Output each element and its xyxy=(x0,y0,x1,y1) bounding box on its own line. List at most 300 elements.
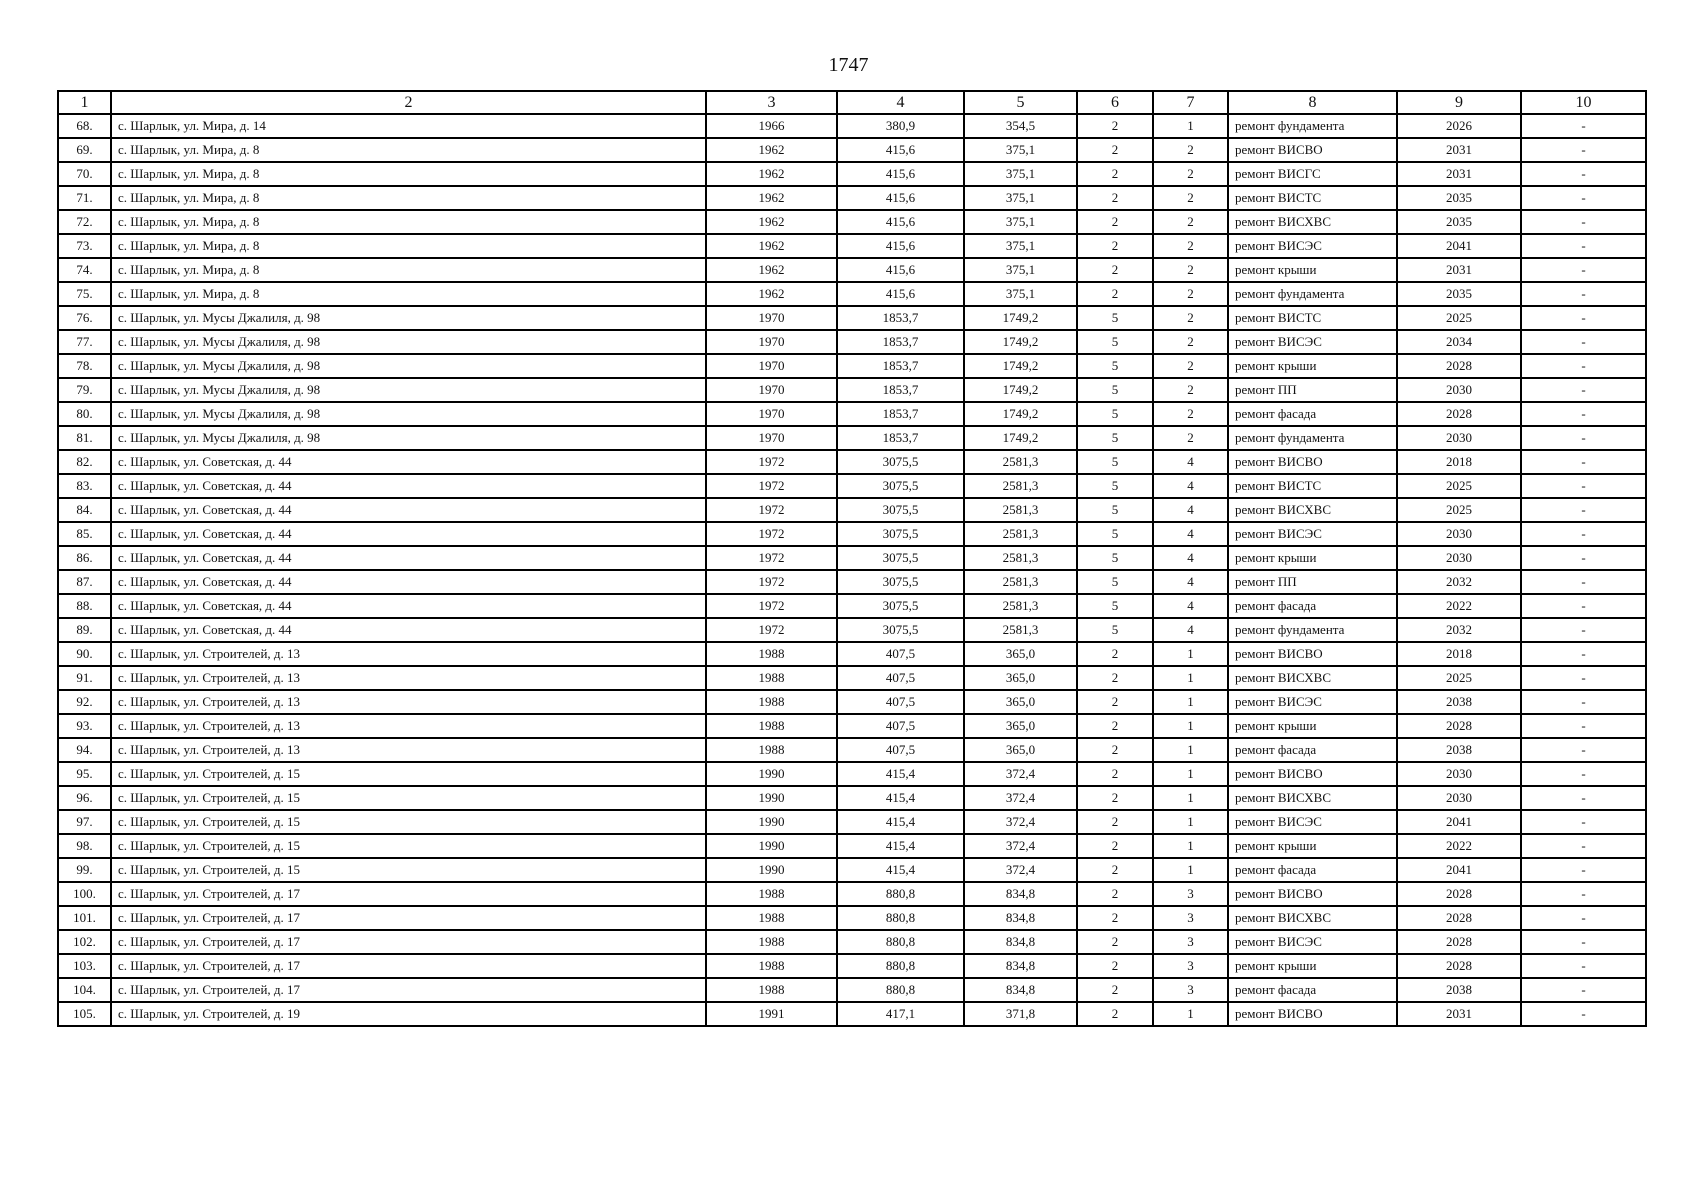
table-row xyxy=(58,450,1646,474)
cell-year: 1988 xyxy=(706,978,837,1002)
cell-repair-type: ремонт ВИСЭС xyxy=(1228,690,1397,714)
cell-repair-type: ремонт крыши xyxy=(1228,258,1397,282)
cell-living-area: 2581,3 xyxy=(964,594,1077,618)
cell-planned-year: 2038 xyxy=(1397,738,1521,762)
table-row xyxy=(58,1002,1646,1026)
cell-repair-type: ремонт фундамента xyxy=(1228,114,1397,138)
cell-total-area: 407,5 xyxy=(837,690,964,714)
cell-planned-year: 2018 xyxy=(1397,642,1521,666)
column-header-repair-type: 8 xyxy=(1228,91,1397,114)
cell-planned-year: 2035 xyxy=(1397,186,1521,210)
table-row xyxy=(58,690,1646,714)
cell-year: 1988 xyxy=(706,930,837,954)
cell-repair-type: ремонт ВИСХВС xyxy=(1228,786,1397,810)
cell-planned-year: 2030 xyxy=(1397,762,1521,786)
cell-note: - xyxy=(1521,426,1646,450)
table-row xyxy=(58,858,1646,882)
cell-living-area: 365,0 xyxy=(964,738,1077,762)
cell-total-area: 880,8 xyxy=(837,954,964,978)
cell-address: с. Шарлык, ул. Мусы Джалиля, д. 98 xyxy=(111,378,706,402)
cell-floors: 2 xyxy=(1077,930,1153,954)
table-row xyxy=(58,354,1646,378)
cell-year: 1962 xyxy=(706,258,837,282)
cell-entrances: 4 xyxy=(1153,570,1228,594)
cell-repair-type: ремонт ВИСВО xyxy=(1228,138,1397,162)
cell-total-area: 415,4 xyxy=(837,762,964,786)
cell-living-area: 375,1 xyxy=(964,186,1077,210)
cell-repair-type: ремонт ВИСВО xyxy=(1228,642,1397,666)
cell-living-area: 1749,2 xyxy=(964,330,1077,354)
cell-entrances: 4 xyxy=(1153,522,1228,546)
cell-note: - xyxy=(1521,138,1646,162)
cell-address: с. Шарлык, ул. Мира, д. 8 xyxy=(111,282,706,306)
table-row xyxy=(58,666,1646,690)
cell-row-number: 96. xyxy=(58,786,111,810)
cell-total-area: 1853,7 xyxy=(837,306,964,330)
cell-floors: 2 xyxy=(1077,954,1153,978)
cell-year: 1972 xyxy=(706,618,837,642)
cell-entrances: 1 xyxy=(1153,714,1228,738)
cell-note: - xyxy=(1521,474,1646,498)
table-row xyxy=(58,618,1646,642)
cell-living-area: 372,4 xyxy=(964,810,1077,834)
cell-row-number: 101. xyxy=(58,906,111,930)
cell-row-number: 78. xyxy=(58,354,111,378)
cell-living-area: 1749,2 xyxy=(964,354,1077,378)
cell-floors: 5 xyxy=(1077,618,1153,642)
cell-note: - xyxy=(1521,258,1646,282)
cell-repair-type: ремонт ПП xyxy=(1228,570,1397,594)
cell-row-number: 79. xyxy=(58,378,111,402)
column-header-row-number: 1 xyxy=(58,91,111,114)
cell-total-area: 3075,5 xyxy=(837,450,964,474)
cell-planned-year: 2038 xyxy=(1397,690,1521,714)
cell-note: - xyxy=(1521,954,1646,978)
cell-year: 1972 xyxy=(706,522,837,546)
cell-entrances: 3 xyxy=(1153,978,1228,1002)
cell-repair-type: ремонт крыши xyxy=(1228,954,1397,978)
cell-row-number: 70. xyxy=(58,162,111,186)
cell-note: - xyxy=(1521,498,1646,522)
cell-address: с. Шарлык, ул. Советская, д. 44 xyxy=(111,546,706,570)
cell-total-area: 880,8 xyxy=(837,930,964,954)
cell-row-number: 100. xyxy=(58,882,111,906)
cell-total-area: 407,5 xyxy=(837,642,964,666)
cell-year: 1972 xyxy=(706,594,837,618)
cell-address: с. Шарлык, ул. Строителей, д. 15 xyxy=(111,786,706,810)
cell-year: 1990 xyxy=(706,786,837,810)
cell-year: 1988 xyxy=(706,882,837,906)
table-row xyxy=(58,498,1646,522)
cell-entrances: 2 xyxy=(1153,138,1228,162)
cell-year: 1991 xyxy=(706,1002,837,1026)
column-header-floors: 6 xyxy=(1077,91,1153,114)
cell-note: - xyxy=(1521,690,1646,714)
cell-address: с. Шарлык, ул. Советская, д. 44 xyxy=(111,498,706,522)
cell-note: - xyxy=(1521,570,1646,594)
cell-entrances: 2 xyxy=(1153,426,1228,450)
table-row xyxy=(58,138,1646,162)
cell-repair-type: ремонт ВИСХВС xyxy=(1228,666,1397,690)
cell-entrances: 1 xyxy=(1153,114,1228,138)
cell-row-number: 81. xyxy=(58,426,111,450)
cell-note: - xyxy=(1521,522,1646,546)
cell-living-area: 2581,3 xyxy=(964,474,1077,498)
cell-address: с. Шарлык, ул. Советская, д. 44 xyxy=(111,522,706,546)
cell-total-area: 1853,7 xyxy=(837,330,964,354)
table-row xyxy=(58,810,1646,834)
cell-living-area: 375,1 xyxy=(964,258,1077,282)
cell-year: 1972 xyxy=(706,450,837,474)
cell-floors: 2 xyxy=(1077,282,1153,306)
cell-note: - xyxy=(1521,354,1646,378)
cell-row-number: 86. xyxy=(58,546,111,570)
cell-row-number: 103. xyxy=(58,954,111,978)
cell-total-area: 415,6 xyxy=(837,234,964,258)
cell-entrances: 4 xyxy=(1153,618,1228,642)
cell-floors: 2 xyxy=(1077,114,1153,138)
cell-total-area: 3075,5 xyxy=(837,618,964,642)
table-row xyxy=(58,210,1646,234)
cell-address: с. Шарлык, ул. Строителей, д. 13 xyxy=(111,690,706,714)
cell-note: - xyxy=(1521,546,1646,570)
cell-row-number: 89. xyxy=(58,618,111,642)
cell-floors: 2 xyxy=(1077,762,1153,786)
cell-living-area: 834,8 xyxy=(964,930,1077,954)
cell-total-area: 3075,5 xyxy=(837,546,964,570)
cell-entrances: 3 xyxy=(1153,906,1228,930)
cell-planned-year: 2030 xyxy=(1397,426,1521,450)
cell-total-area: 415,4 xyxy=(837,834,964,858)
cell-total-area: 415,4 xyxy=(837,786,964,810)
cell-floors: 2 xyxy=(1077,738,1153,762)
cell-address: с. Шарлык, ул. Мусы Джалиля, д. 98 xyxy=(111,306,706,330)
cell-note: - xyxy=(1521,882,1646,906)
table-row xyxy=(58,114,1646,138)
cell-repair-type: ремонт ВИСЭС xyxy=(1228,810,1397,834)
cell-repair-type: ремонт ПП xyxy=(1228,378,1397,402)
cell-address: с. Шарлык, ул. Строителей, д. 17 xyxy=(111,882,706,906)
cell-floors: 2 xyxy=(1077,714,1153,738)
cell-address: с. Шарлык, ул. Строителей, д. 13 xyxy=(111,642,706,666)
table-row xyxy=(58,834,1646,858)
cell-repair-type: ремонт фасада xyxy=(1228,858,1397,882)
cell-row-number: 71. xyxy=(58,186,111,210)
cell-year: 1988 xyxy=(706,954,837,978)
cell-living-area: 1749,2 xyxy=(964,426,1077,450)
table-row xyxy=(58,978,1646,1002)
table-row xyxy=(58,186,1646,210)
table-row xyxy=(58,882,1646,906)
cell-row-number: 75. xyxy=(58,282,111,306)
cell-entrances: 1 xyxy=(1153,642,1228,666)
cell-entrances: 2 xyxy=(1153,282,1228,306)
cell-total-area: 1853,7 xyxy=(837,378,964,402)
cell-repair-type: ремонт фасада xyxy=(1228,402,1397,426)
cell-note: - xyxy=(1521,762,1646,786)
table-row xyxy=(58,570,1646,594)
cell-total-area: 415,6 xyxy=(837,210,964,234)
cell-planned-year: 2025 xyxy=(1397,666,1521,690)
cell-floors: 5 xyxy=(1077,522,1153,546)
cell-floors: 2 xyxy=(1077,234,1153,258)
cell-planned-year: 2041 xyxy=(1397,810,1521,834)
cell-planned-year: 2031 xyxy=(1397,138,1521,162)
cell-row-number: 80. xyxy=(58,402,111,426)
cell-floors: 2 xyxy=(1077,690,1153,714)
table-row xyxy=(58,258,1646,282)
cell-address: с. Шарлык, ул. Мира, д. 8 xyxy=(111,138,706,162)
cell-repair-type: ремонт ВИСВО xyxy=(1228,450,1397,474)
cell-planned-year: 2028 xyxy=(1397,402,1521,426)
table-row xyxy=(58,330,1646,354)
cell-total-area: 380,9 xyxy=(837,114,964,138)
cell-planned-year: 2038 xyxy=(1397,978,1521,1002)
cell-planned-year: 2022 xyxy=(1397,834,1521,858)
cell-note: - xyxy=(1521,858,1646,882)
cell-address: с. Шарлык, ул. Мусы Джалиля, д. 98 xyxy=(111,402,706,426)
cell-address: с. Шарлык, ул. Мира, д. 8 xyxy=(111,258,706,282)
cell-living-area: 1749,2 xyxy=(964,306,1077,330)
cell-planned-year: 2041 xyxy=(1397,858,1521,882)
cell-address: с. Шарлык, ул. Мусы Джалиля, д. 98 xyxy=(111,330,706,354)
cell-repair-type: ремонт ВИСВО xyxy=(1228,762,1397,786)
cell-repair-type: ремонт ВИСХВС xyxy=(1228,498,1397,522)
table-row xyxy=(58,642,1646,666)
cell-entrances: 4 xyxy=(1153,474,1228,498)
cell-row-number: 94. xyxy=(58,738,111,762)
table-body xyxy=(58,114,1646,1026)
cell-floors: 5 xyxy=(1077,450,1153,474)
table-row xyxy=(58,474,1646,498)
cell-note: - xyxy=(1521,618,1646,642)
table-row xyxy=(58,402,1646,426)
cell-note: - xyxy=(1521,282,1646,306)
table-row xyxy=(58,306,1646,330)
cell-living-area: 834,8 xyxy=(964,882,1077,906)
cell-entrances: 2 xyxy=(1153,330,1228,354)
cell-row-number: 85. xyxy=(58,522,111,546)
cell-note: - xyxy=(1521,306,1646,330)
cell-planned-year: 2034 xyxy=(1397,330,1521,354)
cell-address: с. Шарлык, ул. Мира, д. 8 xyxy=(111,162,706,186)
cell-year: 1972 xyxy=(706,570,837,594)
cell-note: - xyxy=(1521,834,1646,858)
cell-note: - xyxy=(1521,714,1646,738)
cell-floors: 2 xyxy=(1077,666,1153,690)
cell-entrances: 4 xyxy=(1153,594,1228,618)
cell-address: с. Шарлык, ул. Советская, д. 44 xyxy=(111,474,706,498)
cell-year: 1962 xyxy=(706,234,837,258)
cell-row-number: 68. xyxy=(58,114,111,138)
cell-total-area: 407,5 xyxy=(837,714,964,738)
cell-floors: 2 xyxy=(1077,810,1153,834)
cell-planned-year: 2032 xyxy=(1397,618,1521,642)
cell-row-number: 90. xyxy=(58,642,111,666)
cell-row-number: 98. xyxy=(58,834,111,858)
cell-living-area: 365,0 xyxy=(964,666,1077,690)
cell-planned-year: 2028 xyxy=(1397,930,1521,954)
cell-floors: 2 xyxy=(1077,162,1153,186)
cell-row-number: 91. xyxy=(58,666,111,690)
cell-total-area: 407,5 xyxy=(837,666,964,690)
cell-living-area: 372,4 xyxy=(964,834,1077,858)
cell-note: - xyxy=(1521,330,1646,354)
cell-year: 1962 xyxy=(706,282,837,306)
table-row xyxy=(58,594,1646,618)
cell-entrances: 2 xyxy=(1153,210,1228,234)
cell-floors: 2 xyxy=(1077,786,1153,810)
table-row xyxy=(58,762,1646,786)
cell-row-number: 69. xyxy=(58,138,111,162)
table-row xyxy=(58,738,1646,762)
cell-floors: 2 xyxy=(1077,186,1153,210)
cell-living-area: 371,8 xyxy=(964,1002,1077,1026)
cell-entrances: 2 xyxy=(1153,258,1228,282)
cell-living-area: 2581,3 xyxy=(964,450,1077,474)
cell-living-area: 2581,3 xyxy=(964,498,1077,522)
cell-address: с. Шарлык, ул. Строителей, д. 13 xyxy=(111,666,706,690)
table-row xyxy=(58,930,1646,954)
cell-living-area: 375,1 xyxy=(964,162,1077,186)
cell-living-area: 2581,3 xyxy=(964,618,1077,642)
cell-address: с. Шарлык, ул. Советская, д. 44 xyxy=(111,450,706,474)
cell-floors: 5 xyxy=(1077,546,1153,570)
cell-year: 1990 xyxy=(706,834,837,858)
cell-address: с. Шарлык, ул. Строителей, д. 17 xyxy=(111,978,706,1002)
cell-total-area: 415,4 xyxy=(837,858,964,882)
cell-planned-year: 2031 xyxy=(1397,1002,1521,1026)
cell-note: - xyxy=(1521,186,1646,210)
cell-year: 1970 xyxy=(706,306,837,330)
cell-year: 1988 xyxy=(706,714,837,738)
cell-total-area: 3075,5 xyxy=(837,570,964,594)
cell-planned-year: 2028 xyxy=(1397,354,1521,378)
column-header-planned-year: 9 xyxy=(1397,91,1521,114)
column-header-address: 2 xyxy=(111,91,706,114)
cell-planned-year: 2030 xyxy=(1397,378,1521,402)
cell-entrances: 2 xyxy=(1153,354,1228,378)
cell-repair-type: ремонт крыши xyxy=(1228,834,1397,858)
cell-note: - xyxy=(1521,378,1646,402)
cell-planned-year: 2028 xyxy=(1397,882,1521,906)
column-header-year: 3 xyxy=(706,91,837,114)
cell-repair-type: ремонт фундамента xyxy=(1228,282,1397,306)
cell-planned-year: 2030 xyxy=(1397,522,1521,546)
cell-address: с. Шарлык, ул. Мира, д. 8 xyxy=(111,234,706,258)
cell-row-number: 84. xyxy=(58,498,111,522)
repair-schedule-table xyxy=(57,90,1647,1027)
cell-repair-type: ремонт ВИСВО xyxy=(1228,882,1397,906)
cell-note: - xyxy=(1521,666,1646,690)
cell-floors: 2 xyxy=(1077,138,1153,162)
cell-repair-type: ремонт ВИСХВС xyxy=(1228,906,1397,930)
cell-address: с. Шарлык, ул. Советская, д. 44 xyxy=(111,594,706,618)
cell-living-area: 375,1 xyxy=(964,234,1077,258)
cell-entrances: 1 xyxy=(1153,858,1228,882)
cell-repair-type: ремонт крыши xyxy=(1228,714,1397,738)
cell-note: - xyxy=(1521,162,1646,186)
cell-repair-type: ремонт ВИСЭС xyxy=(1228,234,1397,258)
cell-planned-year: 2025 xyxy=(1397,306,1521,330)
cell-entrances: 4 xyxy=(1153,546,1228,570)
table-row xyxy=(58,426,1646,450)
cell-floors: 5 xyxy=(1077,306,1153,330)
cell-entrances: 2 xyxy=(1153,378,1228,402)
cell-total-area: 3075,5 xyxy=(837,498,964,522)
cell-living-area: 375,1 xyxy=(964,138,1077,162)
cell-floors: 5 xyxy=(1077,498,1153,522)
cell-living-area: 834,8 xyxy=(964,954,1077,978)
cell-address: с. Шарлык, ул. Строителей, д. 15 xyxy=(111,834,706,858)
cell-living-area: 365,0 xyxy=(964,642,1077,666)
cell-planned-year: 2035 xyxy=(1397,282,1521,306)
cell-year: 1970 xyxy=(706,402,837,426)
cell-note: - xyxy=(1521,786,1646,810)
cell-year: 1972 xyxy=(706,474,837,498)
cell-address: с. Шарлык, ул. Строителей, д. 15 xyxy=(111,762,706,786)
cell-floors: 5 xyxy=(1077,378,1153,402)
cell-row-number: 93. xyxy=(58,714,111,738)
cell-planned-year: 2032 xyxy=(1397,570,1521,594)
cell-floors: 2 xyxy=(1077,978,1153,1002)
cell-living-area: 365,0 xyxy=(964,690,1077,714)
cell-living-area: 372,4 xyxy=(964,762,1077,786)
cell-repair-type: ремонт ВИСЭС xyxy=(1228,522,1397,546)
cell-floors: 5 xyxy=(1077,570,1153,594)
cell-entrances: 3 xyxy=(1153,882,1228,906)
cell-row-number: 74. xyxy=(58,258,111,282)
cell-year: 1962 xyxy=(706,210,837,234)
cell-entrances: 2 xyxy=(1153,186,1228,210)
cell-total-area: 1853,7 xyxy=(837,426,964,450)
cell-year: 1970 xyxy=(706,330,837,354)
table-row xyxy=(58,282,1646,306)
cell-total-area: 415,4 xyxy=(837,810,964,834)
cell-planned-year: 2022 xyxy=(1397,594,1521,618)
cell-note: - xyxy=(1521,810,1646,834)
cell-note: - xyxy=(1521,978,1646,1002)
cell-total-area: 415,6 xyxy=(837,258,964,282)
cell-total-area: 3075,5 xyxy=(837,594,964,618)
cell-floors: 2 xyxy=(1077,258,1153,282)
cell-note: - xyxy=(1521,234,1646,258)
cell-entrances: 1 xyxy=(1153,762,1228,786)
cell-year: 1990 xyxy=(706,810,837,834)
cell-living-area: 1749,2 xyxy=(964,402,1077,426)
cell-address: с. Шарлык, ул. Строителей, д. 13 xyxy=(111,714,706,738)
cell-planned-year: 2030 xyxy=(1397,786,1521,810)
cell-year: 1990 xyxy=(706,762,837,786)
cell-row-number: 104. xyxy=(58,978,111,1002)
cell-living-area: 372,4 xyxy=(964,858,1077,882)
page-number: 1747 xyxy=(828,54,869,76)
cell-year: 1962 xyxy=(706,162,837,186)
cell-year: 1962 xyxy=(706,138,837,162)
cell-note: - xyxy=(1521,906,1646,930)
cell-entrances: 2 xyxy=(1153,306,1228,330)
cell-living-area: 2581,3 xyxy=(964,522,1077,546)
cell-planned-year: 2028 xyxy=(1397,906,1521,930)
table-row xyxy=(58,378,1646,402)
cell-repair-type: ремонт крыши xyxy=(1228,546,1397,570)
cell-entrances: 1 xyxy=(1153,786,1228,810)
cell-planned-year: 2025 xyxy=(1397,498,1521,522)
cell-repair-type: ремонт фасада xyxy=(1228,738,1397,762)
cell-row-number: 102. xyxy=(58,930,111,954)
table-row xyxy=(58,906,1646,930)
cell-address: с. Шарлык, ул. Строителей, д. 15 xyxy=(111,858,706,882)
